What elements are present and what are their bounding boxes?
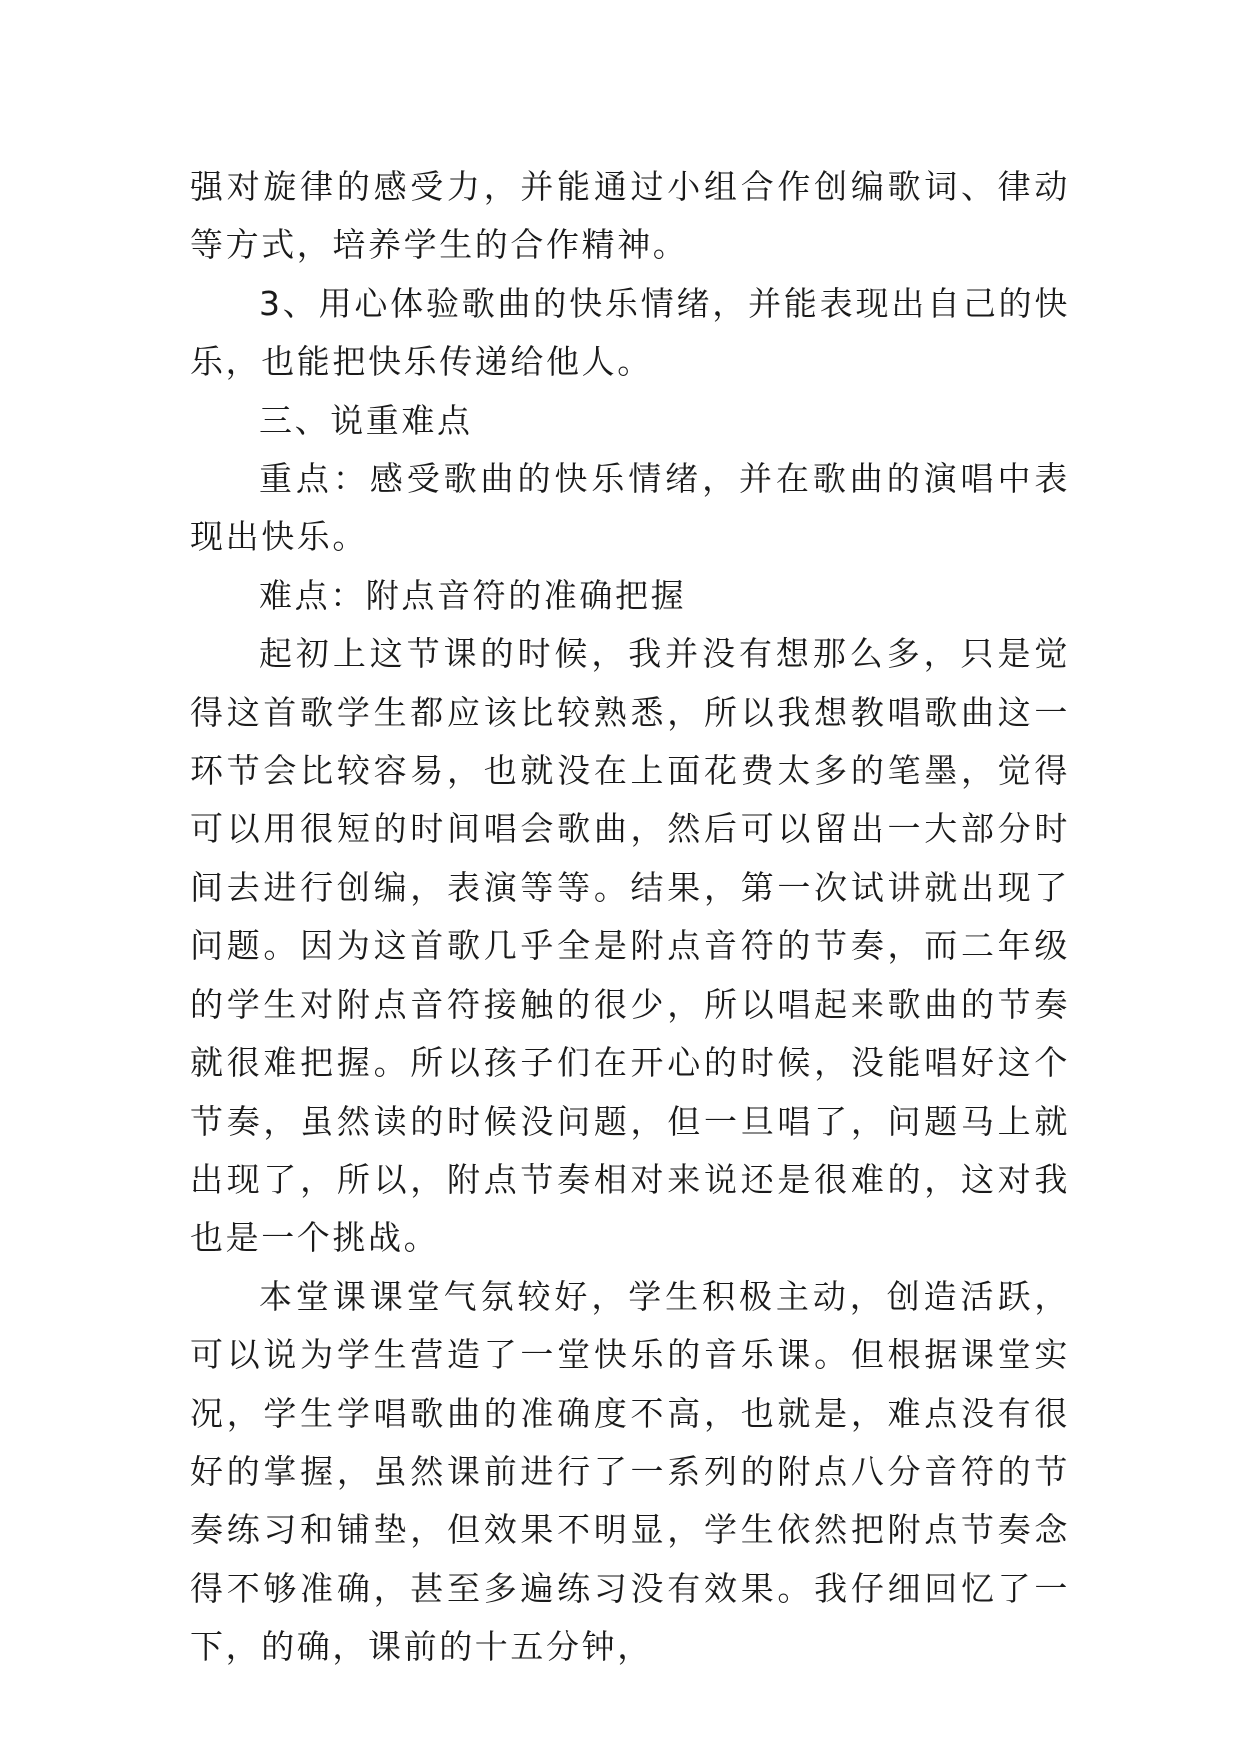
paragraph-key-point: 重点：感受歌曲的快乐情绪，并在歌曲的演唱中表现出快乐。 bbox=[190, 459, 1070, 557]
paragraph-continuation: 强对旋律的感受力，并能通过小组合作创编歌词、律动等方式，培养学生的合作精神。 bbox=[190, 167, 1070, 265]
paragraph-difficulty: 难点：附点音符的准确把握 bbox=[259, 575, 687, 615]
document-body bbox=[190, 158, 1070, 1677]
paragraph-reflection-2: 本堂课课堂气氛较好，学生积极主动，创造活跃，可以说为学生营造了一堂快乐的音乐课。但根据课堂实况，学生学唱歌曲的准确度不高，也就是，难点没有很好的掌握，虽然课前进行了一系列的附点八分音符的节奏练习和铺垫，但效果不明显，学生依然把附点节奏念得不够准确，甚至多遍练习没有效果。我仔细回忆了一下，的确，课前的十五分钟， bbox=[190, 1276, 1070, 1667]
paragraph-reflection-1: 起初上这节课的时候，我并没有想那么多，只是觉得这首歌学生都应该比较熟悉，所以我想教唱歌曲这一环节会比较容易，也就没在上面花费太多的笔墨，觉得可以用很短的时间唱会歌曲，然后可以留出一大部分时间去进行创编，表演等等。结果，第一次试讲就出现了问题。因为这首歌几乎全是附点音符的节奏，而二年级的学生对附点音符接触的很少，所以唱起来歌曲的节奏就很难把握。所以孩子们在开心的时候，没能唱好这个节奏，虽然读的时候没问题，但一旦唱了，问题马上就出现了，所以，附点节奏相对来说还是很难的，这对我也是一个挑战。 bbox=[190, 634, 1070, 1258]
section-heading-key-difficulties: 三、说重难点 bbox=[259, 400, 473, 440]
paragraph-objective-3: 3、用心体验歌曲的快乐情绪，并能表现出自己的快乐，也能把快乐传递给他人。 bbox=[190, 283, 1070, 382]
